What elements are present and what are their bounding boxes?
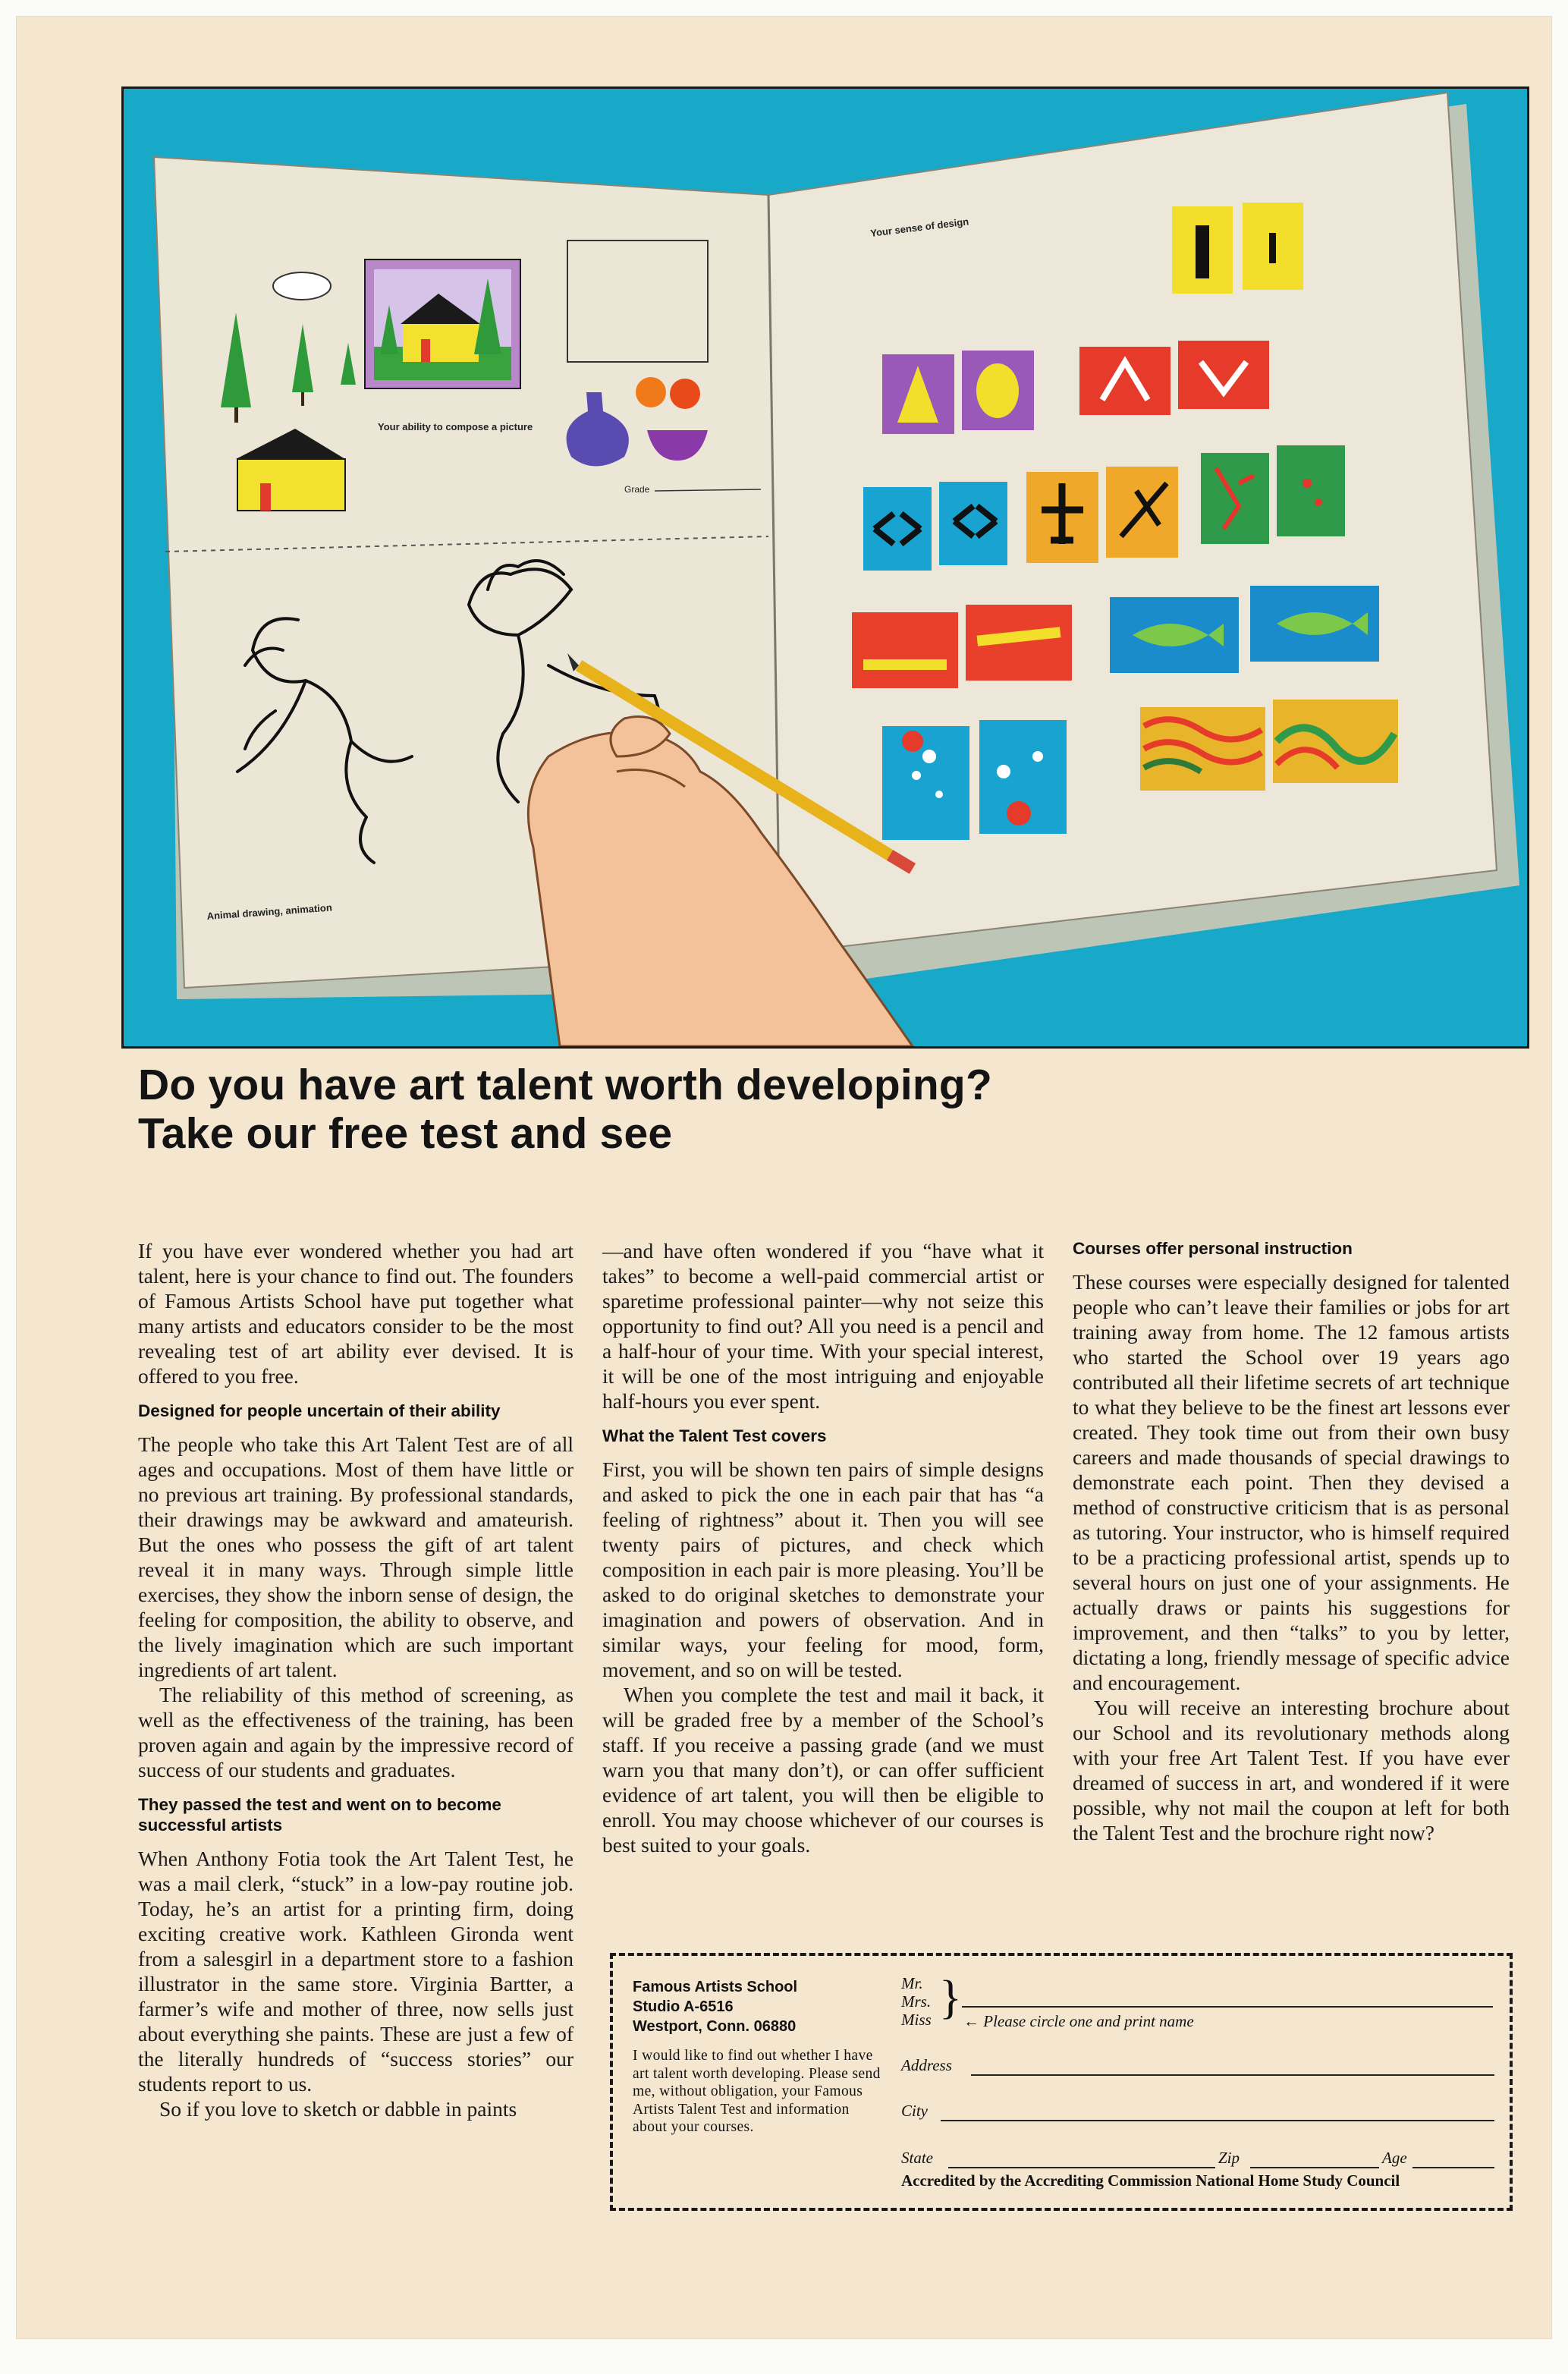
coupon-request-text: I would like to find out whether I have art talent worth developing. Please send me, without obligation, your Famous Artists Talent Test and information about your courses. — [633, 2048, 881, 2135]
col2-grading-paragraph: When you complete the test and mail it back, it will be graded free by a member of the School’s staff. If you receive a passing grade (and we must warn you that many don’t), or can offer sufficient evidence of art talent, you will then be eligible to enroll. You may choose whichever of our courses is best suited to your goals. — [602, 1683, 1044, 1857]
column-3 — [1073, 1238, 1510, 1845]
coupon-form — [901, 1974, 1500, 2202]
column-2 — [602, 1238, 1044, 1857]
state-line[interactable] — [948, 2167, 1215, 2168]
booklet-drawing — [124, 89, 1527, 1046]
col1-success-paragraph: When Anthony Fotia took the Art Talent Test, he was a mail clerk, “stuck” in a low-pay routine job. Today, he’s an artist for a printing firm, doing exciting creative work. Kathleen Gironda went from a salesgirl in a department store to a fashion illustrator in the same store. Virginia Bartter, a farmer’s wife and mother of three, now sells just about everything she paints. These are just a few of the literally hundreds of “success stories” our students report to us. — [138, 1847, 573, 2096]
accreditation-line: Accredited by the Accrediting Commission National Home Study Council — [901, 2171, 1400, 2190]
age-label: Age — [1382, 2149, 1407, 2167]
address-label: Address — [901, 2056, 952, 2074]
age-line[interactable] — [1412, 2167, 1494, 2168]
col1-reliability-paragraph: The reliability of this method of screening, as well as the effectiveness of the training, has been proven again and again by the impressive record of success of our students and graduates. — [138, 1683, 573, 1781]
title-mr[interactable]: Mr. — [901, 1974, 923, 1992]
coupon-school-block — [633, 1977, 883, 2137]
city-label: City — [901, 2102, 928, 2120]
col1-subhead-passed: They passed the test and went on to become successful artists — [138, 1795, 501, 1835]
compose-title: Your ability to compose a picture — [378, 421, 533, 432]
headline-line-2: Take our free test and see — [138, 1109, 673, 1158]
col3-brochure-paragraph: You will receive an interesting brochure about our School and its revolutionary methods along with your free Art Talent Test. If you have ever dreamed of success in art, and wondered if it were possible, why not mail the coupon at left for both the Talent Test and the brochure right now? — [1073, 1696, 1510, 1844]
address-line[interactable] — [971, 2074, 1494, 2076]
animal-title: Animal drawing, animation — [206, 901, 333, 922]
name-hint: ← Please circle one and print name — [963, 2012, 1194, 2030]
col2-subhead-covers: What the Talent Test covers — [602, 1426, 827, 1445]
zip-line[interactable] — [1250, 2167, 1379, 2168]
magazine-page — [17, 17, 1551, 2338]
coupon-studio: Studio A-6516 — [633, 1998, 734, 2015]
column-1 — [138, 1238, 573, 2121]
headline-line-1: Do you have art talent worth developing? — [138, 1061, 992, 1109]
test-booklet-illustration — [121, 86, 1529, 1049]
zip-label: Zip — [1218, 2149, 1240, 2167]
mail-coupon[interactable] — [610, 1953, 1513, 2211]
title-brace: } — [939, 1972, 962, 2023]
col3-courses-paragraph: These courses were especially designed for talented people who can’t leave their families or jobs for art training away from home. The 12 famous artists who started the School over 19 years ago contributed all their lifetime secrets of art technique to what they believe to be the finest art lessons ever created. They took time out from their own busy careers and made thousands of special drawings to demonstrate each point. Then they devised a method of constructive criticism that is as personal as tutoring. Your instructor, who is himself required to be a practicing professional artist, spends up to several hours on just one of your assignments. He actually draws or paints his suggestions for improvement, and then “talks” to you by letter, dictating a long, friendly message of specific advice and encouragement. — [1073, 1270, 1510, 1694]
title-miss[interactable]: Miss — [901, 2011, 932, 2029]
design-title: Your sense of design — [869, 215, 969, 239]
col3-subhead-courses: Courses offer personal instruction — [1073, 1239, 1353, 1258]
coupon-city: Westport, Conn. 06880 — [633, 2018, 797, 2035]
state-label: State — [901, 2149, 933, 2167]
col2-intro: —and have often wondered if you “have what it takes” to become a well-paid commercial artist or sparetime professional painter—why not seize this opportunity to find out? All you need is a pencil and a half-hour of your time. With your special interest, it will be one of the most intriguing and enjoyable half-hours you ever spent. — [602, 1239, 1044, 1413]
col1-intro: If you have ever wondered whether you had art talent, here is your chance to find out. The founders of Famous Artists School have put together what many artists and educators consider to be the most revealing test of art ability ever devised. It is offered to you free. — [138, 1239, 573, 1388]
col1-closing-line: So if you love to sketch or dabble in paints — [159, 2097, 517, 2121]
col1-people-paragraph: The people who take this Art Talent Test are of all ages and occupations. Most of them have little or no previous art training. By professional standards, their drawings may be awkward and amateurish. But the ones who possess the gift of art talent reveal it in many ways. Through simple little exercises, they show the inborn sense of design, the feeling for composition, the ability to observe, and the lively imagination which are such important ingredients of art talent. — [138, 1432, 573, 1681]
coupon-school-name: Famous Artists School — [633, 1979, 798, 1995]
title-mrs[interactable]: Mrs. — [901, 1992, 932, 2011]
city-line[interactable] — [941, 2120, 1494, 2121]
col2-test-paragraph: First, you will be shown ten pairs of simple designs and asked to pick the one in each pair that has “a feeling of rightness” about it. Then you will see twenty pairs of pictures, and check which composition in each pair is more pleasing. You’ll be asked to do original sketches to demonstrate your imagination and powers of observation. And in similar ways, your feeling for mood, form, movement, and so on will be tested. — [602, 1457, 1044, 1681]
col1-subhead-uncertain: Designed for people uncertain of their ability — [138, 1401, 501, 1420]
name-line[interactable] — [962, 2006, 1493, 2008]
grade-label: Grade — [624, 484, 650, 495]
